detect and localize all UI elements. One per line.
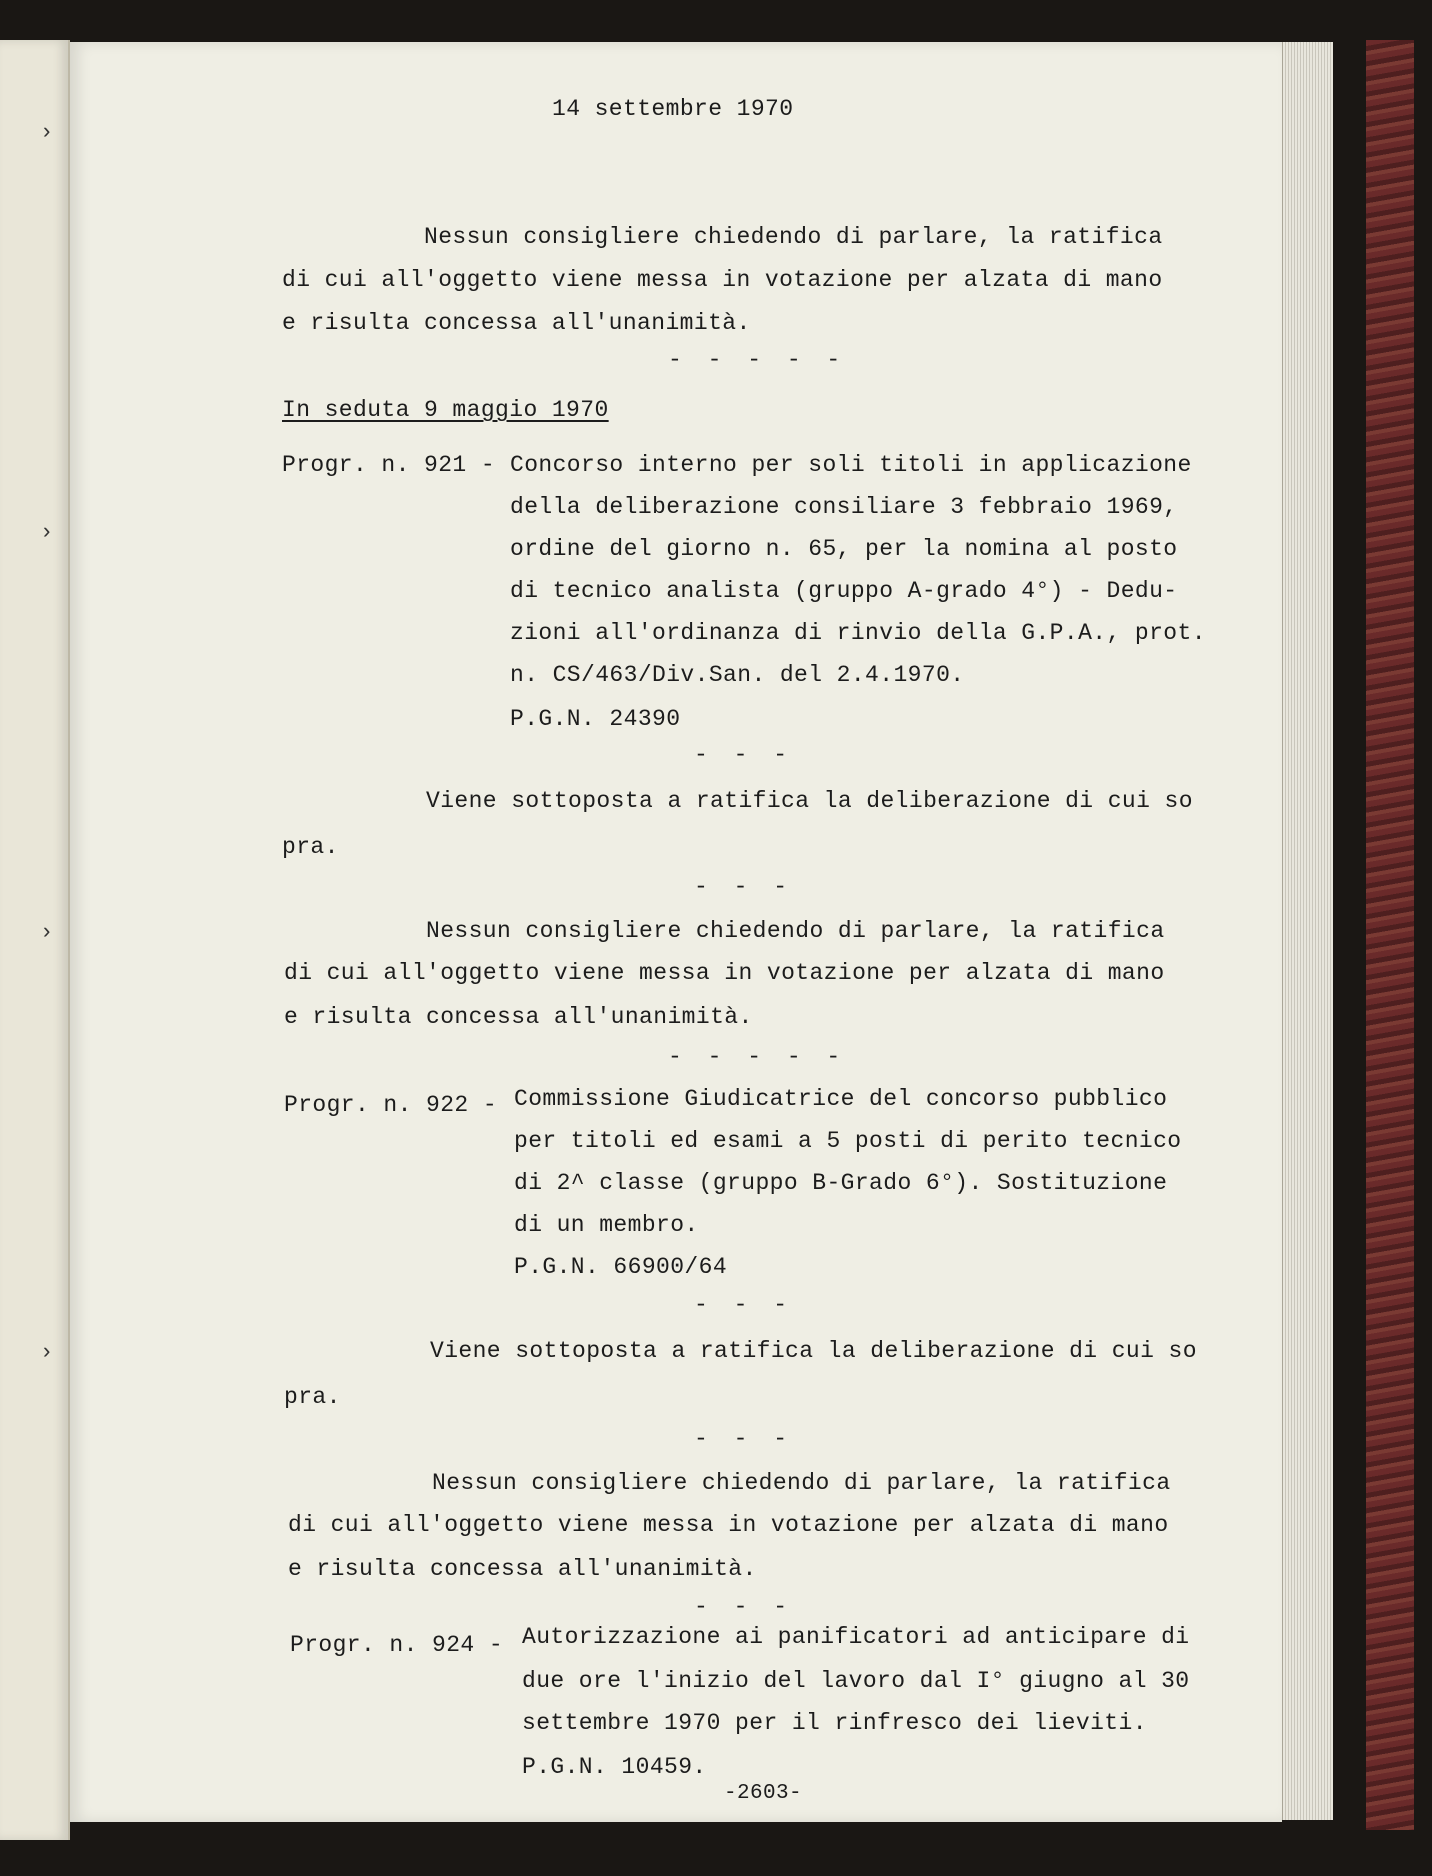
item-text-line: di un membro. [514, 1212, 699, 1238]
binding-mark: › [40, 1340, 54, 1365]
binding-mark: › [40, 520, 54, 545]
item-text-line: due ore l'inizio del lavoro dal I° giugno al 30 [522, 1668, 1190, 1694]
separator: - - - [694, 742, 794, 768]
vote-text-line: Nessun consigliere chiedendo di parlare, la ratifica [426, 918, 1165, 944]
vote-text-line: e risulta concessa all'unanimità. [288, 1556, 757, 1582]
item-text-line: zioni all'ordinanza di rinvio della G.P.A., prot. [510, 620, 1206, 646]
binding-mark: › [40, 120, 54, 145]
item-text-line: di 2^ classe (gruppo B-Grado 6°). Sostituzione [514, 1170, 1168, 1196]
item-text-line: Autorizzazione ai panificatori ad anticipare di [522, 1624, 1190, 1650]
item-prefix: Progr. n. 924 - [290, 1632, 504, 1658]
separator: - - - [694, 1426, 794, 1452]
separator: - - - [694, 1292, 794, 1318]
separator: - - - - - [668, 1044, 847, 1070]
protocol-number: P.G.N. 24390 [510, 706, 681, 732]
document-page [70, 42, 1282, 1822]
vote-text-line: di cui all'oggetto viene messa in votazione per alzata di mano [284, 960, 1165, 986]
protocol-number: P.G.N. 66900/64 [514, 1254, 728, 1280]
session-heading: In seduta 9 maggio 1970 [282, 397, 609, 423]
item-prefix: Progr. n. 922 - [284, 1092, 498, 1118]
vote-text-line: Nessun consigliere chiedendo di parlare, la ratifica [424, 224, 1163, 250]
item-text-line: di tecnico analista (gruppo A-grado 4°) - Dedu- [510, 578, 1178, 604]
page-stack-edge [1282, 42, 1333, 1820]
item-text-line: ordine del giorno n. 65, per la nomina al posto [510, 536, 1178, 562]
separator: - - - [694, 1594, 794, 1620]
vote-text-line: di cui all'oggetto viene messa in votazione per alzata di mano [282, 267, 1163, 293]
item-text-line: della deliberazione consiliare 3 febbraio 1969, [510, 494, 1178, 520]
page-number: -2603- [724, 1782, 803, 1805]
page-date: 14 settembre 1970 [552, 96, 794, 122]
item-text-line: Commissione Giudicatrice del concorso pubblico [514, 1086, 1168, 1112]
vote-text-line: Nessun consigliere chiedendo di parlare, la ratifica [432, 1470, 1171, 1496]
separator: - - - [694, 874, 794, 900]
item-text-line: settembre 1970 per il rinfresco dei lieviti. [522, 1710, 1147, 1736]
ratifica-text-line: Viene sottoposta a ratifica la deliberazione di cui so [426, 788, 1193, 814]
book-binding [1366, 40, 1414, 1830]
item-text-line: Concorso interno per soli titoli in applicazione [510, 452, 1192, 478]
item-text-line: per titoli ed esami a 5 posti di perito tecnico [514, 1128, 1182, 1154]
protocol-number: P.G.N. 10459. [522, 1754, 707, 1780]
item-text-line: n. CS/463/Div.San. del 2.4.1970. [510, 662, 965, 688]
facing-page-edge [0, 40, 70, 1840]
ratifica-text-line: pra. [284, 1384, 341, 1410]
vote-text-line: e risulta concessa all'unanimità. [284, 1004, 753, 1030]
vote-text-line: di cui all'oggetto viene messa in votazione per alzata di mano [288, 1512, 1169, 1538]
ratifica-text-line: pra. [282, 834, 339, 860]
binding-mark: › [40, 920, 54, 945]
item-prefix: Progr. n. 921 - [282, 452, 496, 478]
ratifica-text-line: Viene sottoposta a ratifica la deliberazione di cui so [430, 1338, 1197, 1364]
vote-text-line: e risulta concessa all'unanimità. [282, 310, 751, 336]
separator: - - - - - [668, 347, 847, 373]
